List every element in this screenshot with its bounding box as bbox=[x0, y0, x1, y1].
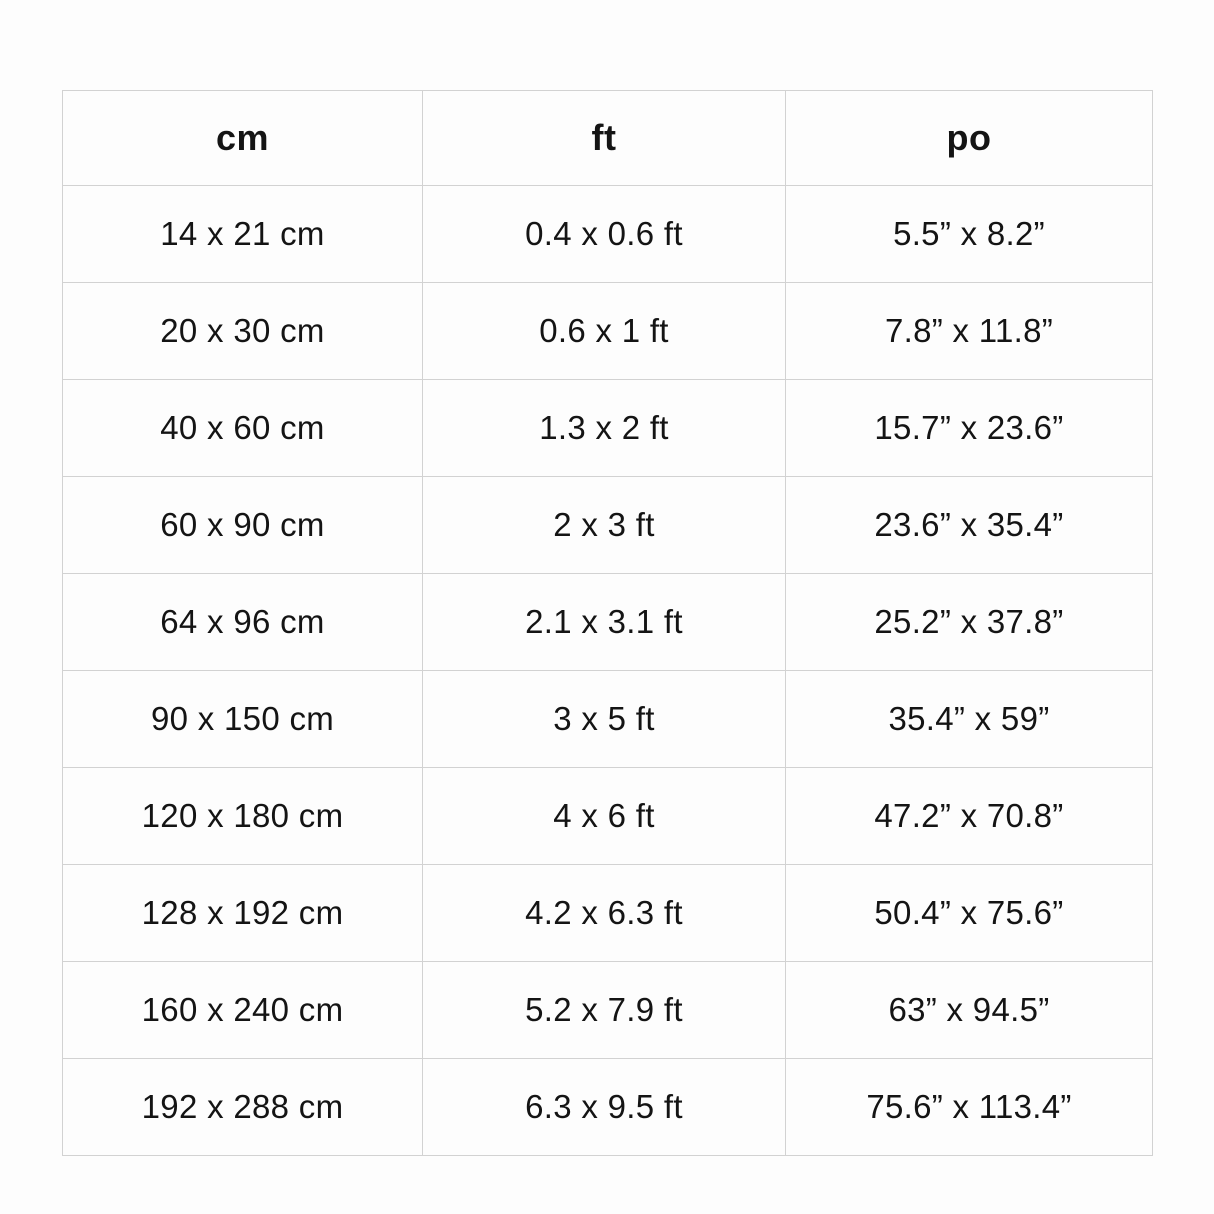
cell-cm: 192 x 288 cm bbox=[63, 1059, 423, 1156]
cell-cm: 160 x 240 cm bbox=[63, 962, 423, 1059]
cell-ft: 3 x 5 ft bbox=[423, 671, 786, 768]
cell-po: 35.4” x 59” bbox=[786, 671, 1153, 768]
cell-cm: 90 x 150 cm bbox=[63, 671, 423, 768]
table-row bbox=[63, 283, 1153, 380]
table-row bbox=[63, 768, 1153, 865]
cell-ft: 4 x 6 ft bbox=[423, 768, 786, 865]
cell-ft: 1.3 x 2 ft bbox=[423, 380, 786, 477]
cell-cm: 64 x 96 cm bbox=[63, 574, 423, 671]
table-header bbox=[63, 91, 1153, 186]
cell-ft: 2 x 3 ft bbox=[423, 477, 786, 574]
column-header-ft: ft bbox=[423, 91, 786, 186]
cell-ft: 0.4 x 0.6 ft bbox=[423, 186, 786, 283]
table-row bbox=[63, 186, 1153, 283]
cell-cm: 128 x 192 cm bbox=[63, 865, 423, 962]
column-header-cm: cm bbox=[63, 91, 423, 186]
table-row bbox=[63, 865, 1153, 962]
size-conversion-table bbox=[62, 90, 1153, 1156]
cell-cm: 60 x 90 cm bbox=[63, 477, 423, 574]
cell-po: 47.2” x 70.8” bbox=[786, 768, 1153, 865]
cell-po: 23.6” x 35.4” bbox=[786, 477, 1153, 574]
table-row bbox=[63, 380, 1153, 477]
cell-po: 75.6” x 113.4” bbox=[786, 1059, 1153, 1156]
cell-ft: 0.6 x 1 ft bbox=[423, 283, 786, 380]
cell-po: 15.7” x 23.6” bbox=[786, 380, 1153, 477]
cell-po: 5.5” x 8.2” bbox=[786, 186, 1153, 283]
table-header-row bbox=[63, 91, 1153, 186]
cell-ft: 4.2 x 6.3 ft bbox=[423, 865, 786, 962]
cell-ft: 2.1 x 3.1 ft bbox=[423, 574, 786, 671]
size-conversion-table-wrapper bbox=[62, 90, 1152, 1156]
table-row bbox=[63, 1059, 1153, 1156]
cell-cm: 14 x 21 cm bbox=[63, 186, 423, 283]
cell-po: 63” x 94.5” bbox=[786, 962, 1153, 1059]
cell-ft: 6.3 x 9.5 ft bbox=[423, 1059, 786, 1156]
cell-po: 25.2” x 37.8” bbox=[786, 574, 1153, 671]
column-header-po: po bbox=[786, 91, 1153, 186]
cell-cm: 120 x 180 cm bbox=[63, 768, 423, 865]
table-row bbox=[63, 671, 1153, 768]
table-body bbox=[63, 186, 1153, 1156]
table-row bbox=[63, 962, 1153, 1059]
table-row bbox=[63, 574, 1153, 671]
cell-po: 50.4” x 75.6” bbox=[786, 865, 1153, 962]
table-row bbox=[63, 477, 1153, 574]
cell-ft: 5.2 x 7.9 ft bbox=[423, 962, 786, 1059]
cell-cm: 40 x 60 cm bbox=[63, 380, 423, 477]
cell-cm: 20 x 30 cm bbox=[63, 283, 423, 380]
cell-po: 7.8” x 11.8” bbox=[786, 283, 1153, 380]
